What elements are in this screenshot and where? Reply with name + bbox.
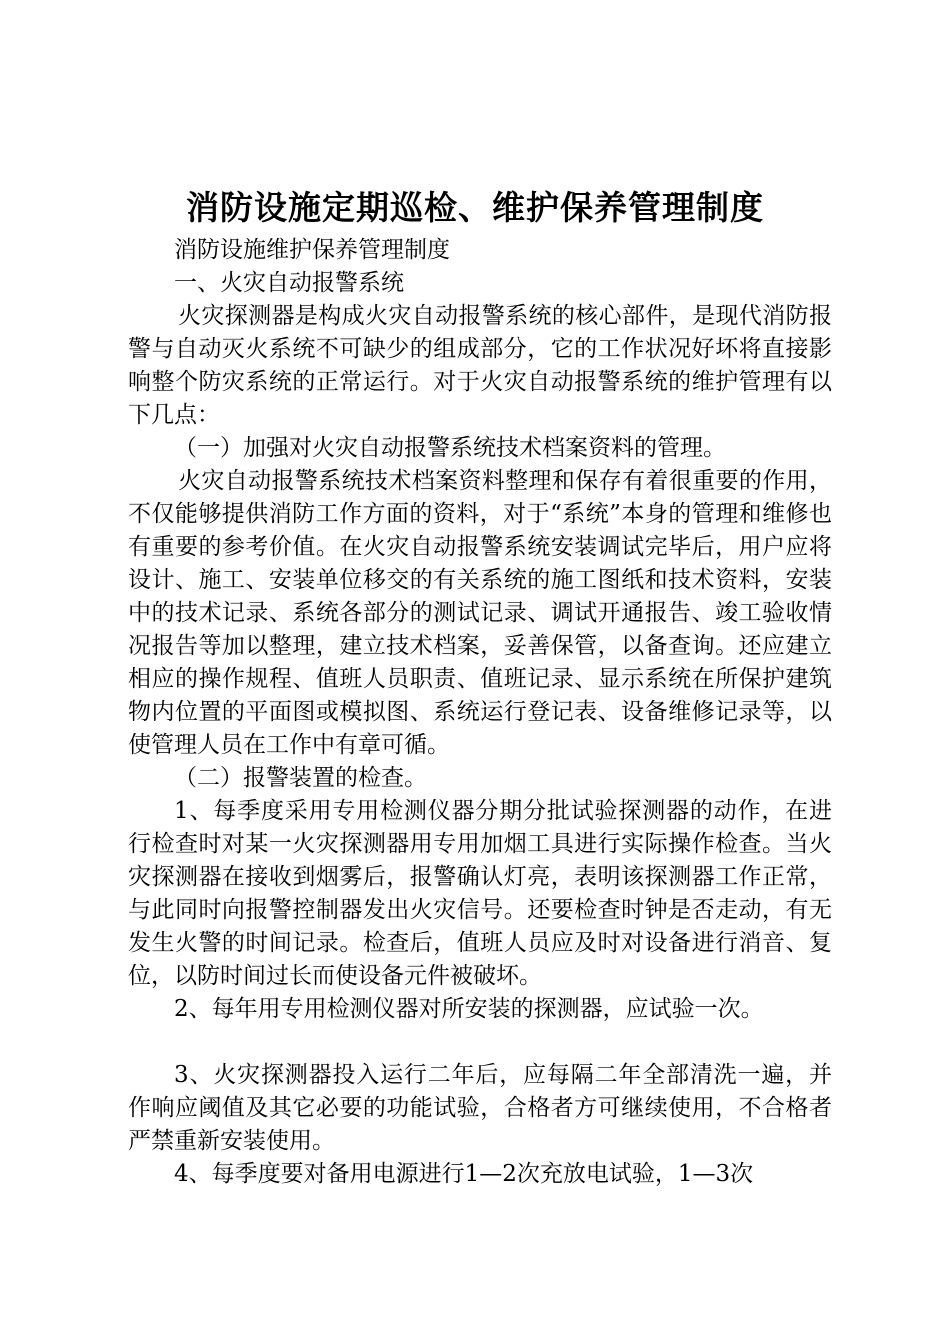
document-body: [128, 234, 832, 1191]
list-item-4: 4、每季度要对备用电源进行1—2次充放电试验，1—3次: [174, 1161, 754, 1187]
paragraph-intro: 火灾探测器是构成火灾自动报警系统的核心部件，是现代消防报警与自动灭火系统不可缺少的组成部分，它的工作状况好坏将直接影响整个防灾系统的正常运行。对于火灾自动报警系统的维护管理有以下几点：: [128, 303, 832, 428]
subsection-heading-inspection: （二）报警装置的检查。: [174, 765, 427, 791]
document-title: 消防设施定期巡检、维护保养管理制度: [186, 188, 764, 227]
list-item-2: 2、每年用专用检测仪器对所安装的探测器，应试验一次。: [174, 996, 764, 1022]
section-heading-fire-alarm: 一、火灾自动报警系统: [174, 270, 404, 296]
list-item-3: 3、火灾探测器投入运行二年后，应每隔二年全部清洗一遍，并作响应阈值及其它必要的功能试验，合格者方可继续使用，不合格者严禁重新安装使用。: [128, 1062, 832, 1154]
subsection-heading-archives: （一）加强对火灾自动报警系统技术档案资料的管理。: [174, 435, 726, 461]
list-item-1: 1、每季度采用专用检测仪器分期分批试验探测器的动作，在进行检查时对某一火灾探测器用专用加烟工具进行实际操作检查。当火灾探测器在接收到烟雾后，报警确认灯亮，表明该探测器工作正常，与此同时向报警控制器发出火灾信号。还要检查时钟是否走动，有无发生火警的时间记录。检查后，值班人员应及时对设备进行消音、复位，以防时间过长而使设备元件被破坏。: [128, 798, 832, 989]
paragraph-archives: 火灾自动报警系统技术档案资料整理和保存有着很重要的作用，不仅能够提供消防工作方面的资料，对于“系统”本身的管理和维修也有重要的参考价值。在火灾自动报警系统安装调试完毕后，用户应将设计、施工、安装单位移交的有关系统的施工图纸和技术资料，安装中的技术记录、系统各部分的测试记录、调试开通报告、竣工验收情况报告等加以整理，建立技术档案，妥善保管，以备查询。还应建立相应的操作规程、值班人员职责、值班记录、显示系统在所保护建筑物内位置的平面图或模拟图、系统运行登记表、设备维修记录等，以使管理人员在工作中有章可循。: [128, 468, 832, 758]
subtitle-paragraph: 消防设施维护保养管理制度: [174, 237, 450, 263]
